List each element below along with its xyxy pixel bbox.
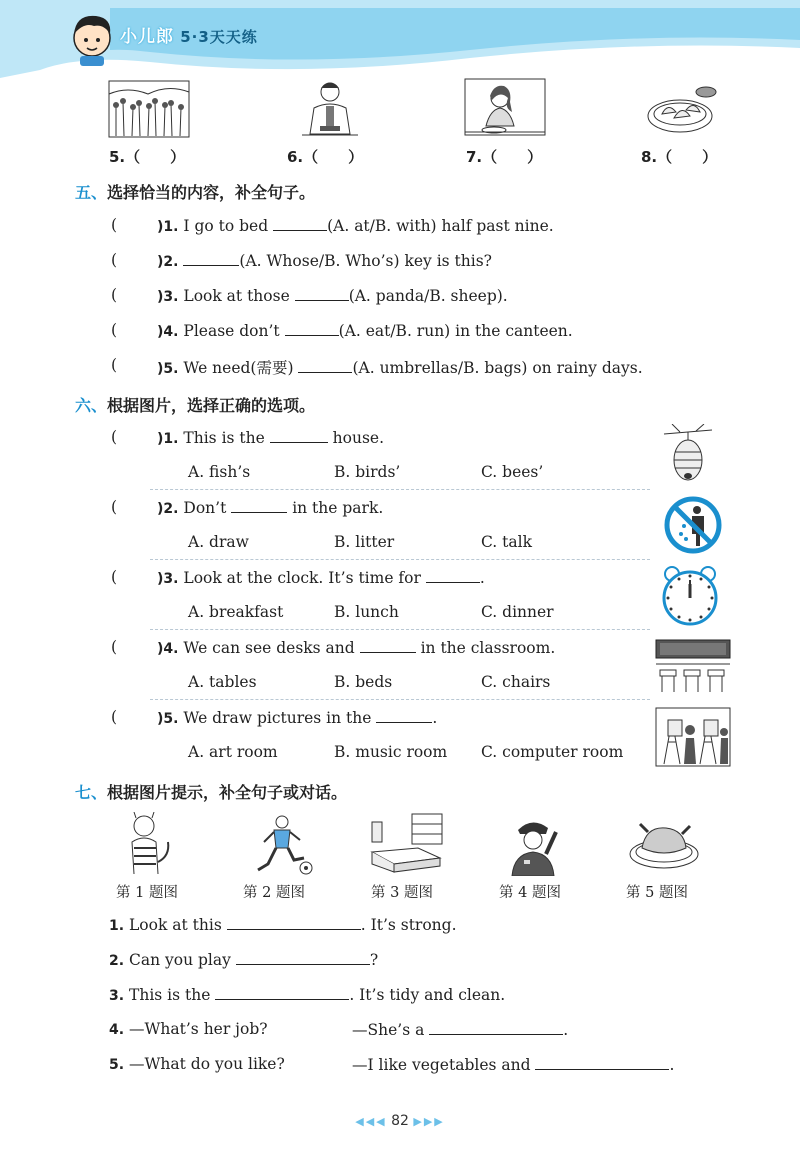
- dialogue-7-5-question: 5. —What do you like?: [109, 1055, 285, 1073]
- police-officer-icon: [506, 814, 562, 876]
- option-a: A. art room: [188, 743, 278, 761]
- woman-eating-icon: [464, 78, 546, 138]
- option-c: C. dinner: [481, 603, 554, 621]
- answer-paren: (: [111, 216, 118, 234]
- no-littering-icon: [664, 496, 722, 554]
- dashed-divider: [150, 489, 650, 490]
- page-number: 82: [391, 1113, 409, 1129]
- picture-caption-2: 第 2 题图: [243, 885, 305, 901]
- option-b: B. lunch: [334, 603, 399, 621]
- dashed-divider: [150, 559, 650, 560]
- option-b: B. music room: [334, 743, 448, 761]
- option-a: A. draw: [188, 533, 249, 551]
- sentence-5-3: )3. Look at those (A. panda/B. sheep).: [157, 287, 508, 305]
- option-a: A. fish’s: [188, 463, 251, 481]
- art-room-icon: [654, 706, 732, 768]
- header-title: [120, 22, 258, 47]
- header-subtitle: 5·3天天练: [180, 28, 258, 46]
- football-player-icon: [248, 814, 314, 876]
- question-6-2: )2. Don’t in the park.: [157, 499, 384, 517]
- option-a: A. breakfast: [188, 603, 284, 621]
- sentence-7-1: 1. Look at this . It’s strong.: [109, 916, 457, 934]
- option-b: B. litter: [334, 533, 395, 551]
- classroom-icon: [654, 638, 732, 696]
- beehive-icon: [660, 424, 716, 486]
- section-7-heading: 七、根据图片提示，补全句子或对话。: [75, 783, 348, 802]
- left-arrows-icon: ◀◀◀: [355, 1115, 387, 1128]
- answer-paren: (: [111, 356, 118, 374]
- picture-label-5: 5.（ ）: [109, 148, 186, 166]
- picture-label-7: 7.（ ）: [466, 148, 543, 166]
- option-c: C. chairs: [481, 673, 551, 691]
- answer-paren: (: [111, 321, 118, 339]
- sentence-5-4: )4. Please don’t (A. eat/B. run) in the canteen.: [157, 322, 573, 340]
- option-c: C. bees’: [481, 463, 544, 481]
- section-5-heading: 五、选择恰当的内容，补全句子。: [75, 183, 316, 202]
- alarm-clock-icon: [658, 564, 722, 628]
- picture-label-8: 8.（ ）: [641, 148, 718, 166]
- question-6-5: )5. We draw pictures in the .: [157, 709, 438, 727]
- brand-name: 小儿郎: [120, 27, 174, 47]
- page-footer: [0, 1113, 800, 1129]
- question-6-3: )3. Look at the clock. It’s time for .: [157, 569, 485, 587]
- picture-caption-1: 第 1 题图: [116, 885, 178, 901]
- right-arrows-icon: ▶▶▶: [413, 1115, 445, 1128]
- answer-paren: (: [111, 568, 118, 586]
- option-c: C. talk: [481, 533, 532, 551]
- roast-chicken-icon: [628, 818, 700, 870]
- option-c: C. computer room: [481, 743, 624, 761]
- option-a: A. tables: [188, 673, 257, 691]
- picture-caption-4: 第 4 题图: [499, 885, 561, 901]
- picture-caption-3: 第 3 题图: [371, 885, 433, 901]
- answer-paren: (: [111, 251, 118, 269]
- scientist-microscope-icon: [300, 78, 360, 138]
- sentence-5-1: )1. I go to bed (A. at/B. with) half past nine.: [157, 217, 554, 235]
- dialogue-7-4-question: 4. —What’s her job?: [109, 1020, 268, 1038]
- answer-paren: (: [111, 286, 118, 304]
- sentence-7-3: 3. This is the . It’s tidy and clean.: [109, 986, 506, 1004]
- question-6-4: )4. We can see desks and in the classroom.: [157, 639, 556, 657]
- sentence-5-5: )5. We need(需要) (A. umbrellas/B. bags) on rainy days.: [157, 359, 643, 377]
- tiger-icon: [122, 812, 174, 876]
- question-6-1: )1. This is the house.: [157, 429, 385, 447]
- answer-paren: (: [111, 428, 118, 446]
- option-b: B. birds’: [334, 463, 401, 481]
- sentence-7-2: 2. Can you play ?: [109, 951, 379, 969]
- bedroom-icon: [368, 812, 446, 876]
- picture-caption-5: 第 5 题图: [626, 885, 688, 901]
- dialogue-7-5-answer: —I like vegetables and .: [352, 1056, 675, 1074]
- answer-paren: (: [111, 638, 118, 656]
- answer-paren: (: [111, 498, 118, 516]
- option-b: B. beds: [334, 673, 393, 691]
- dashed-divider: [150, 629, 650, 630]
- dashed-divider: [150, 699, 650, 700]
- sentence-5-2: )2. (A. Whose/B. Who’s) key is this?: [157, 252, 492, 270]
- flower-field-icon: [108, 80, 190, 138]
- dumplings-plate-icon: [644, 80, 720, 138]
- section-6-heading: 六、根据图片，选择正确的选项。: [75, 396, 316, 415]
- picture-label-6: 6.（ ）: [287, 148, 364, 166]
- answer-paren: (: [111, 708, 118, 726]
- dialogue-7-4-answer: —She’s a .: [352, 1021, 569, 1039]
